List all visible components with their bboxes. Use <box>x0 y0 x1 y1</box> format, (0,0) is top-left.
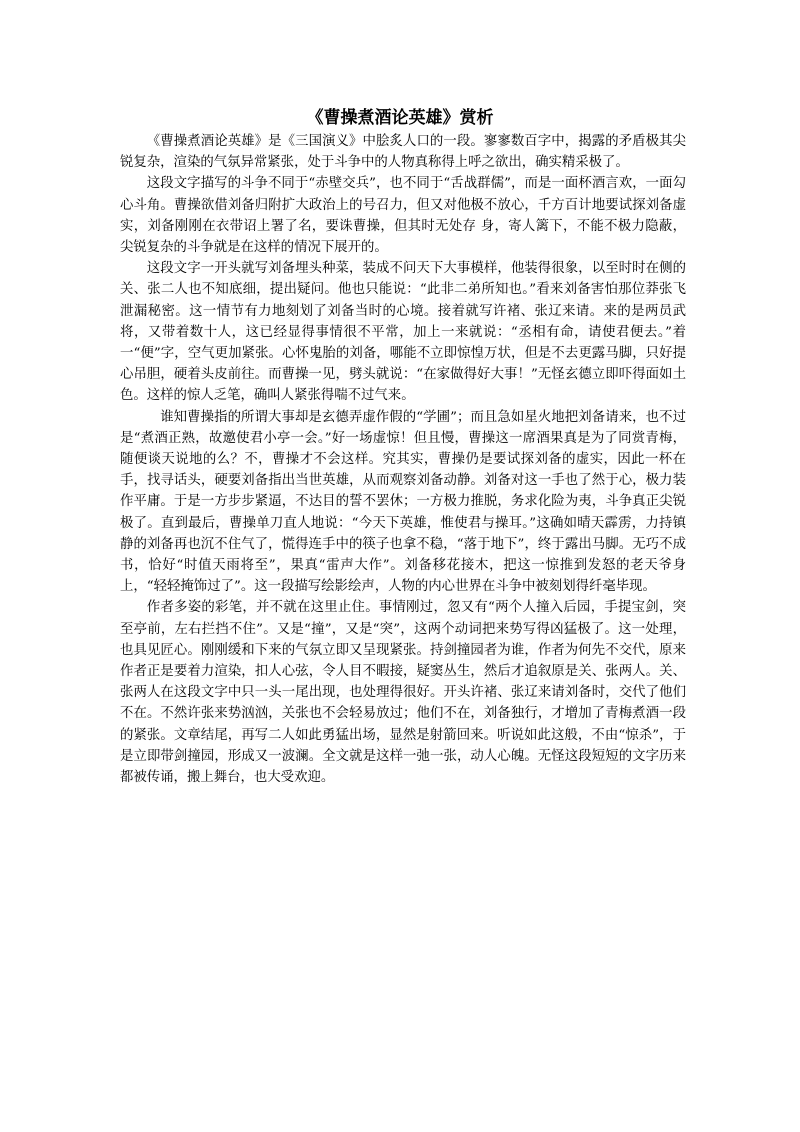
page-title: 《曹操煮酒论英雄》赏析 <box>306 108 494 128</box>
paragraph-heroes: 谁知曹操指的所谓大事却是玄德弄虚作假的“学圃”；而且急如星火地把刘备请来，也不过是“煮酒正熟，故邀使君小亭一会。”好一场虚惊！但且慢，曹操这一席酒果真是为了同赏青梅，随便谈天说地的么？不，曹操才不会这样。究其实，曹操仍是要试探刘备的虚实，因此一杯在手，找寻话头，硬要刘备指出当世英雄，从而观察刘备动静。刘备对这一手也了然于心，极力装作平庸。于是一方步步紧逼，不达目的誓不罢休；一方极力推脱，务求化险为夷，斗争真正尖锐极了。直到最后，曹操单刀直人地说：“今天下英雄，惟使君与操耳。”这确如晴天霹雳，力持镇静的刘备再也沉不住气了，慌得连手中的筷子也拿不稳，“落于地下”，终于露出马脚。无巧不成书，恰好“时值天雨将至”，果真“雷声大作”。刘备移花接木，把这一惊推到发怒的老天爷身上，“轻轻掩饰过了”。这一段描写绘影绘声，人物的内心世界在斗争中被刻划得纤毫毕现。 <box>120 409 686 595</box>
paragraph-opening: 这段文字一开头就写刘备埋头种菜，装成不问天下大事模样，他装得很象，以至时时在侧的关、张二人也不知底细，提出疑问。他也只能说：“此非二弟所知也。”看来刘备害怕那位莽张飞泄漏秘密。这一情节有力地刻划了刘备当时的心境。接着就写许褚、张辽来请。来的是两员武将，又带着数十人，这已经显得事情很不平常，加上一来就说：“丞相有命，请使君便去。”着一“便”字，空气更加紧张。心怀鬼胎的刘备，哪能不立即惊惶万状，但是不去更露马脚，只好提心吊胆，硬着头皮前往。而曹操一见，劈头就说：“在家做得好大事！”无怪玄德立即吓得面如土色。这样的惊人乏笔，确叫人紧张得喘不过气来。 <box>120 261 686 404</box>
paragraph-intro: 《曹操煮酒论英雄》是《三国演义》中脍炙人口的一段。寥寥数百字中，揭露的矛盾极其尖锐复杂，渲染的气氛异常紧张，处于斗争中的人物真称得上呼之欲出，确实精采极了。 <box>120 134 686 171</box>
paragraph-struggle: 这段文字描写的斗争不同于“赤壁交兵”，也不同于“舌战群儒”，而是一面杯酒言欢，一面勾心斗角。曹操欲借刘备归附扩大政治上的号召力，但又对他极不放心，千方百计地要试探刘备虚实，刘备刚刚在衣带诏上署了名，要诛曹操，但其时无处存 身，寄人篱下，不能不极力隐蔽，尖锐复杂的斗争就是在这样的情况下展开的。 <box>120 176 686 256</box>
document-body <box>120 131 686 788</box>
paragraph-ending: 作者多姿的彩笔，并不就在这里止住。事情刚过，忽又有“两个人撞入后园，手提宝剑，突至亭前，左右拦挡不住”。又是“撞”，又是“突”，这两个动词把来势写得凶猛极了。这一处理，也具见匠心。刚刚缓和下来的气氛立即又呈现紧张。持剑撞园者为谁，作者为何先不交代，原来作者正是要着力渲染，扣人心弦，令人目不暇接，疑窦丛生，然后才追叙原是关、张两人。关、张两人在这段文字中只一头一尾出现，也处理得很好。开头许褚、张辽来请刘备时，交代了他们不在。不然许张来势汹汹，关张也不会轻易放过；他们不在，刘备独行，才增加了青梅煮酒一段的紧张。文章结尾，再写二人如此勇猛出场，显然是射箭回来。听说如此这般，不由“惊杀”，于是立即带剑撞园，形成又一波澜。全文就是这样一弛一张，动人心魄。无怪这段短短的文字历来都被传诵，搬上舞台，也大受欢迎。 <box>120 600 686 786</box>
